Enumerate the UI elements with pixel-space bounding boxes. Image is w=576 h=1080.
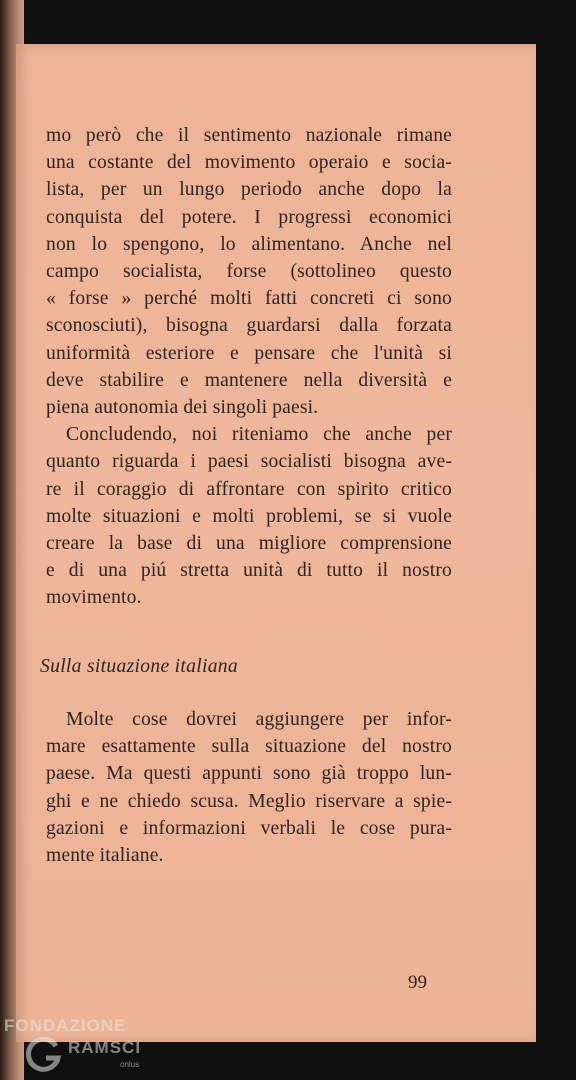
watermark-line2: RAMSCI	[68, 1038, 142, 1057]
text-line: non lo spengono, lo alimentano. Anche nel	[46, 233, 452, 255]
body-text-second	[46, 706, 452, 869]
text-line: Concludendo, noi riteniamo che anche per	[66, 424, 452, 446]
text-line: mo però che il sentimento nazionale rimane	[46, 125, 452, 146]
text-line: Molte cose dovrei aggiungere per infor-	[66, 709, 452, 730]
paragraph-1	[46, 122, 452, 421]
text-line: paese. Ma questi appunti sono già troppo lun-	[46, 763, 452, 785]
paragraph-2	[46, 421, 452, 611]
watermark-line3: onlus	[120, 1060, 140, 1069]
g-logo-icon	[24, 1034, 64, 1074]
watermark-line1: FONDAZIONE	[4, 1016, 127, 1035]
text-line: re il coraggio di affrontare con spirito critico	[46, 478, 452, 500]
text-line: deve stabilire e mantenere nella diversità e	[46, 369, 452, 391]
text-line: campo socialista, forse (sottolineo questo	[46, 261, 452, 283]
text-line: « forse » perché molti fatti concreti ci sono	[46, 288, 452, 310]
text-line: molte situazioni e molti problemi, se si vuole	[46, 505, 452, 527]
paragraph-3	[46, 706, 452, 869]
text-line: quanto riguarda i paesi socialisti bisogna ave-	[46, 451, 452, 473]
book-page	[16, 44, 536, 1042]
text-line: mente italiane.	[46, 845, 164, 867]
text-line: e di una piú stretta unità di tutto il nostro	[46, 560, 452, 582]
text-line: sconosciuti), bisogna guardarsi dalla forzata	[46, 315, 452, 337]
text-line: conquista del potere. I progressi economici	[46, 206, 452, 228]
text-line: mare esattamente sulla situazione del nostro	[46, 736, 452, 758]
text-line: una costante del movimento operaio e socia-	[46, 152, 452, 174]
page-number: 99	[408, 972, 427, 993]
text-line: uniformità esteriore e pensare che l'unità si	[46, 342, 452, 364]
text-line: gazioni e informazioni verbali le cose pura-	[46, 817, 452, 839]
body-text-first	[46, 122, 452, 612]
text-line: piena autonomia dei singoli paesi.	[46, 397, 319, 419]
fondazione-gramsci-watermark	[2, 1016, 152, 1080]
text-line: creare la base di una migliore comprensione	[46, 533, 452, 555]
section-heading: Sulla situazione italiana	[40, 656, 239, 677]
text-line: movimento.	[46, 587, 142, 609]
text-line: lista, per un lungo periodo anche dopo la	[46, 179, 452, 201]
text-line: ghi e ne chiedo scusa. Meglio riservare a spie-	[46, 790, 452, 812]
